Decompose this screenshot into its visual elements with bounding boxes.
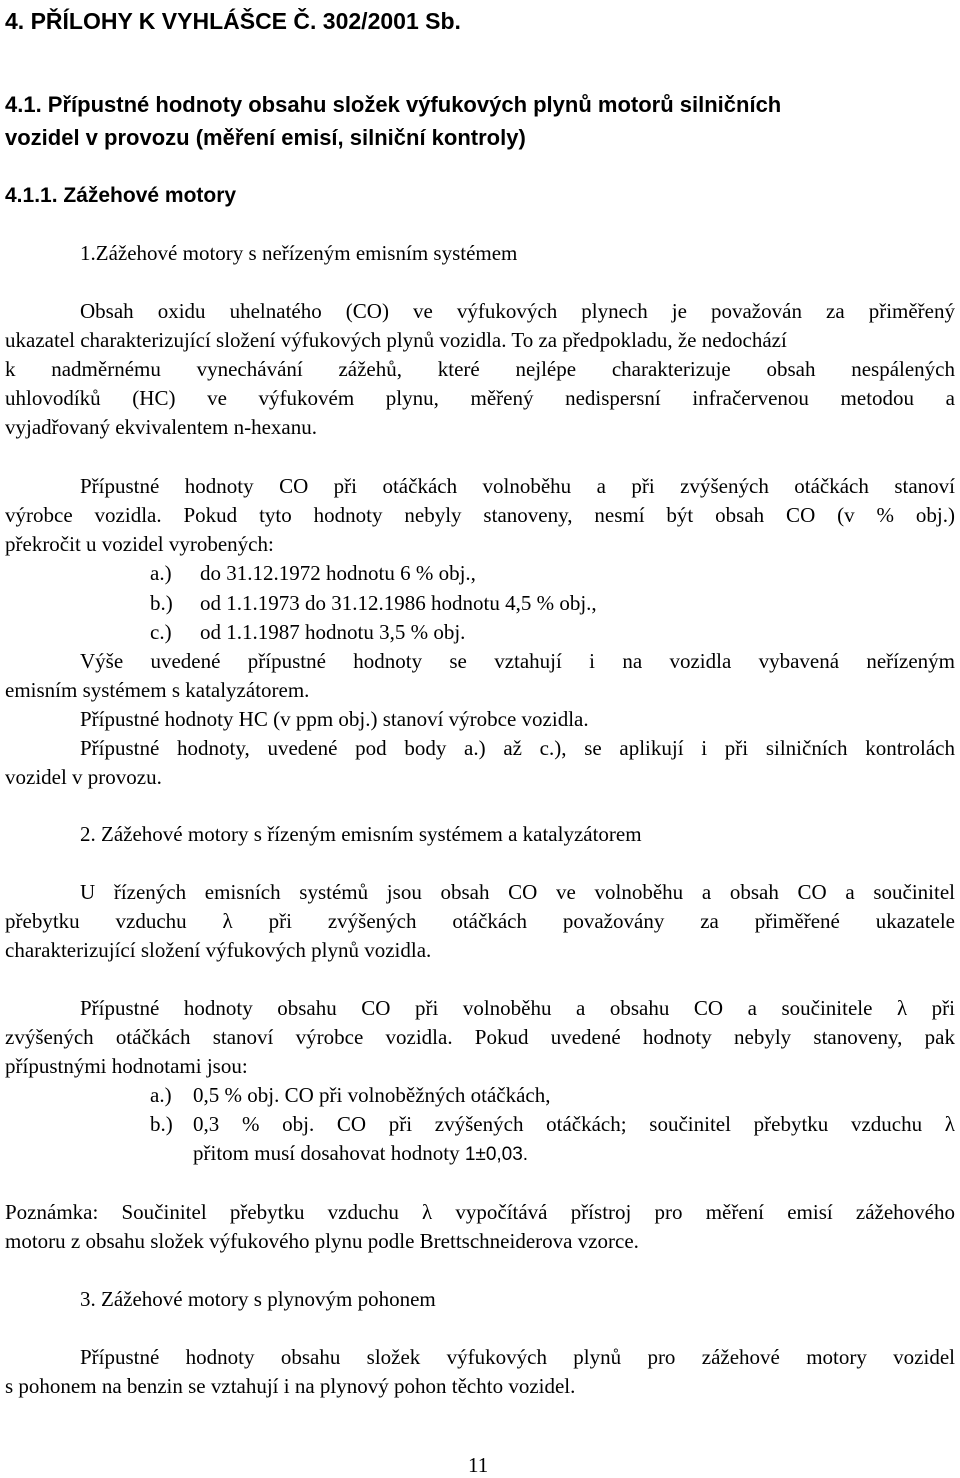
list-item-label: c.)	[150, 620, 172, 644]
paragraph-line: výrobce vozidla. Pokud tyto hodnoty nebyly stanoveny, nesmí být obsah CO (v % obj.)	[5, 503, 955, 527]
paragraph-line	[5, 327, 787, 353]
page-number: 11	[468, 1453, 489, 1477]
paragraph-text: To za předpokladu, že nedochází	[511, 328, 787, 352]
paragraph-line: Přípustné hodnoty obsahu složek výfukových plynů pro zážehové motory vozidel	[80, 1345, 955, 1369]
subsection-title: 4.1.1. Zážehové motory	[5, 184, 237, 207]
paragraph-line: Obsah oxidu uhelnatého (CO) ve výfukových plynech je považován za přiměřený	[80, 299, 955, 323]
list-item-text: od 1.1.1973 do 31.12.1986 hodnotu 4,5 % obj.,	[200, 591, 597, 615]
paragraph-line: k nadměrnému vynechávání zážehů, které nejlépe charakterizuje obsah nespálených	[5, 357, 955, 381]
paragraph-line: Přípustné hodnoty CO při otáčkách volnoběhu a při zvýšených otáčkách stanoví	[80, 474, 955, 498]
appendix-heading: 4. PŘÍLOHY K VYHLÁŠCE Č. 302/2001 Sb.	[5, 8, 461, 34]
paragraph-line: charakterizující složení výfukových plynů vozidla.	[5, 938, 432, 962]
paragraph-line: překročit u vozidel vyrobených:	[5, 532, 274, 556]
list-item-label: b.)	[150, 591, 173, 615]
section-title-line1: 4.1. Přípustné hodnoty obsahu složek výfukových plynů motorů silničních	[5, 92, 782, 117]
list-item-text: 0,3 % obj. CO při zvýšených otáčkách; součinitel přebytku vzduchu λ	[193, 1112, 955, 1136]
list-item-label: a.)	[150, 561, 172, 585]
paragraph-line: Přípustné hodnoty obsahu CO při volnoběhu a obsahu CO a součinitele λ při	[80, 996, 955, 1020]
paragraph-line: zvýšených otáčkách stanoví výrobce vozidla. Pokud uvedené hodnoty nebyly stanoveny, pak	[5, 1025, 955, 1049]
paragraph-text: ukazatel charakterizující složení výfukových plynů vozidla.	[5, 328, 507, 352]
part3-title: 3. Zážehové motory s plynovým pohonem	[80, 1287, 436, 1311]
paragraph-line: Přípustné hodnoty HC (v ppm obj.) stanoví výrobce vozidla.	[80, 707, 589, 731]
list-item-label: a.)	[150, 1083, 172, 1107]
section-title-line2: vozidel v provozu (měření emisí, silniční kontroly)	[5, 125, 526, 150]
paragraph-line: přebytku vzduchu λ při zvýšených otáčkách považovány za přiměřené ukazatele	[5, 909, 955, 933]
note-line: motoru z obsahu složek výfukového plynu podle Brettschneiderova vzorce.	[5, 1229, 639, 1253]
paragraph-line: přípustnými hodnotami jsou:	[5, 1054, 248, 1078]
list-item-continuation	[193, 1140, 528, 1168]
paragraph-line: vyjadřovaný ekvivalentem n-hexanu.	[5, 415, 317, 439]
paragraph-line: emisním systémem s katalyzátorem.	[5, 678, 310, 702]
list-item-label: b.)	[150, 1112, 173, 1136]
list-item-text: do 31.12.1972 hodnotu 6 % obj.,	[200, 561, 476, 585]
lambda-value: 1±0,03.	[464, 1144, 529, 1165]
note-line: Poznámka: Součinitel přebytku vzduchu λ vypočítává přístroj pro měření emisí zážehového	[5, 1200, 955, 1224]
list-item-text: 0,5 % obj. CO při volnoběžných otáčkách,	[193, 1083, 551, 1107]
paragraph-line: s pohonem na benzin se vztahují i na plynový pohon těchto vozidel.	[5, 1374, 576, 1398]
list-item-text: přitom musí dosahovat hodnoty	[193, 1141, 465, 1165]
part2-title: 2. Zážehové motory s řízeným emisním systémem a katalyzátorem	[80, 822, 642, 846]
paragraph-line: U řízených emisních systémů jsou obsah CO ve volnoběhu a obsah CO a součinitel	[80, 880, 955, 904]
paragraph-line: Výše uvedené přípustné hodnoty se vztahují i na vozidla vybavená neřízeným	[80, 649, 955, 673]
paragraph-line: vozidel v provozu.	[5, 765, 162, 789]
paragraph-line: uhlovodíků (HC) ve výfukovém plynu, měřený nedispersní infračervenou metodou a	[5, 386, 955, 410]
paragraph-line: Přípustné hodnoty, uvedené pod body a.) až c.), se aplikují i při silničních kontrolách	[80, 736, 955, 760]
part1-title: 1.Zážehové motory s neřízeným emisním systémem	[80, 241, 518, 265]
list-item-text: od 1.1.1987 hodnotu 3,5 % obj.	[200, 620, 466, 644]
